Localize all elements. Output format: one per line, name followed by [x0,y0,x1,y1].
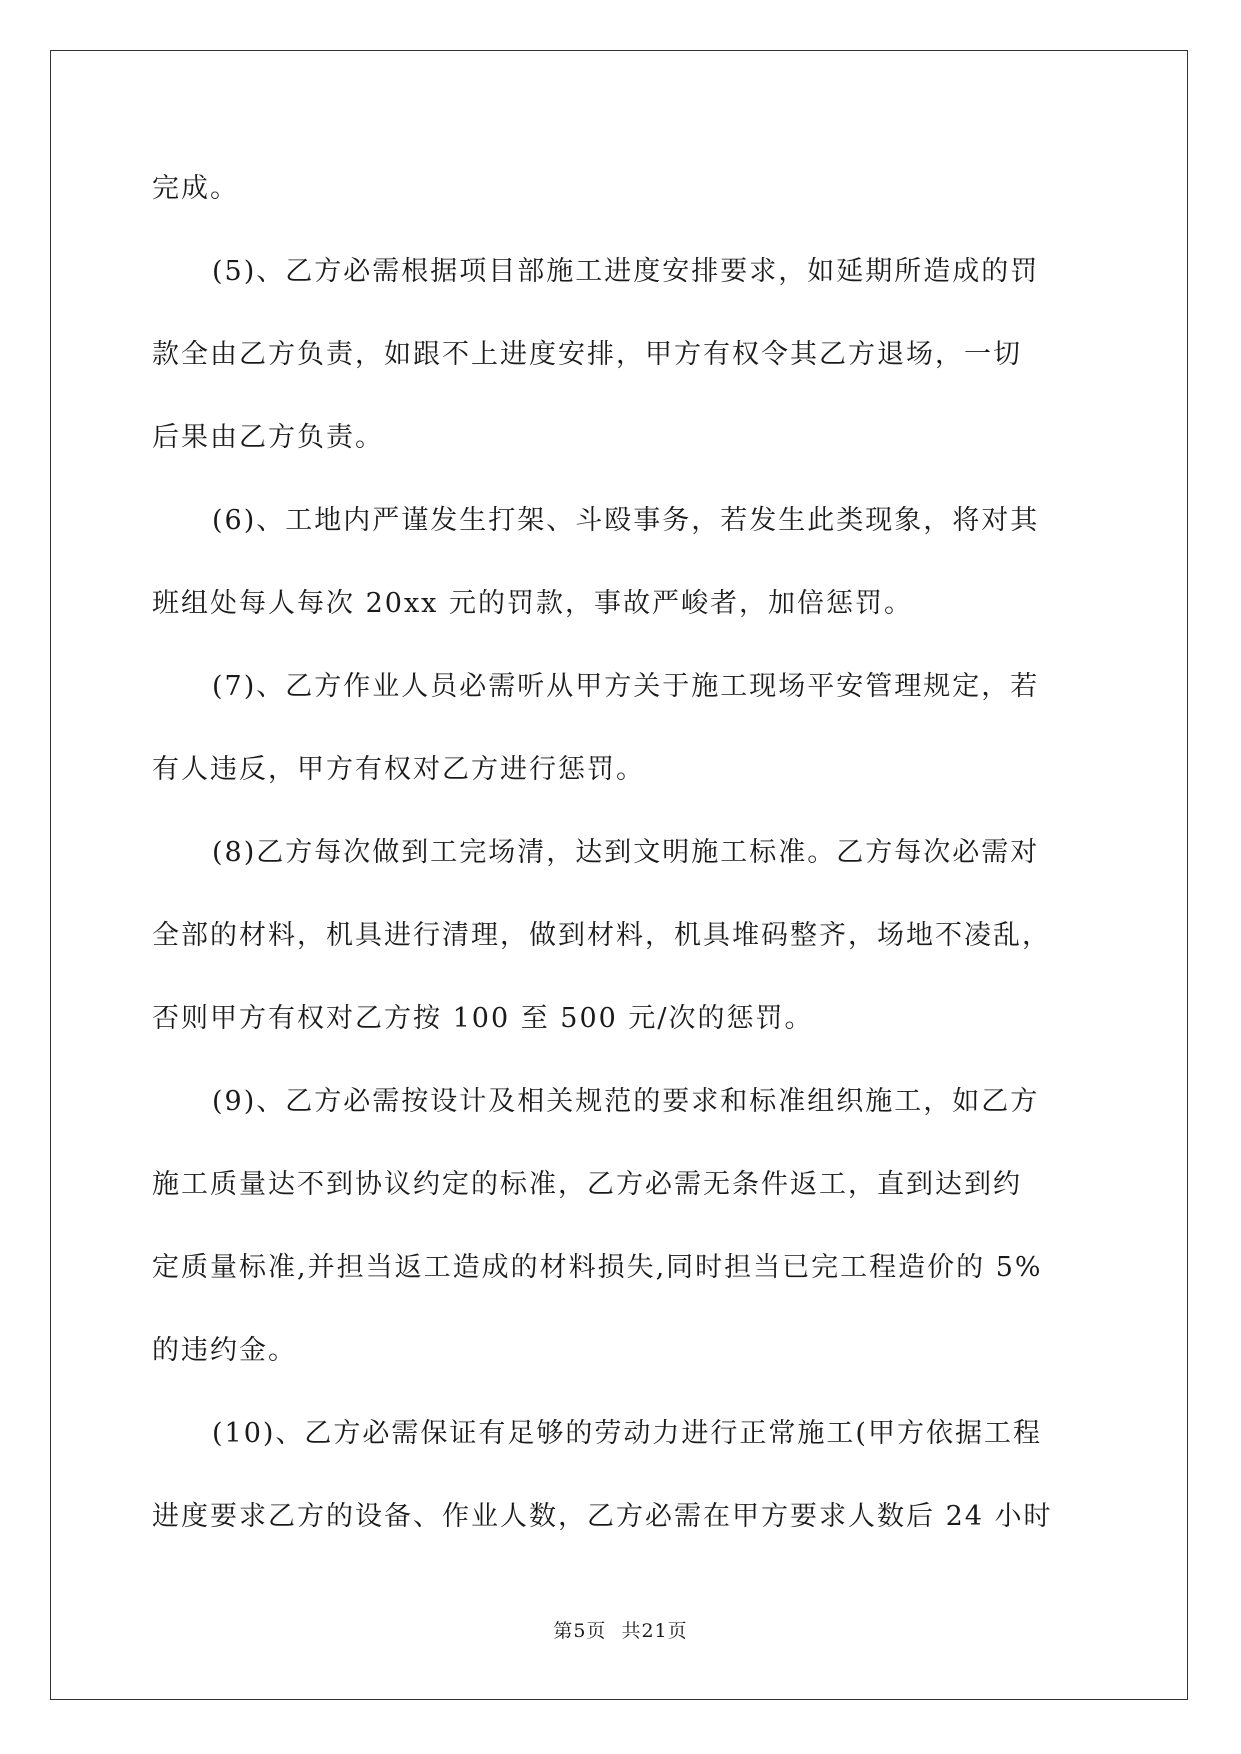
text-line: (9)、乙方必需按设计及相关规范的要求和标准组织施工，如乙方 [212,1086,1040,1117]
text-line: (6)、工地内严谨发生打架、斗殴事务，若发生此类现象，将对其 [212,505,1040,536]
text-line: (8)乙方每次做到工完场清，达到文明施工标准。乙方每次必需对 [212,837,1040,868]
text-line: 定质量标准,并担当返工造成的材料损失,同时担当已完工程造价的 5% [152,1252,1043,1283]
text-line: 班组处每人每次 20xx 元的罚款，事故严峻者，加倍惩罚。 [152,588,913,619]
page-total: 共21页 [621,1620,688,1642]
text-line: 的违约金。 [152,1335,297,1366]
text-line: (7)、乙方作业人员必需听从甲方关于施工现场平安管理规定，若 [212,671,1040,702]
text-line: 有人违反，甲方有权对乙方进行惩罚。 [152,754,645,785]
text-line: 完成。 [152,173,239,204]
text-line: 否则甲方有权对乙方按 100 至 500 元/次的惩罚。 [152,1003,814,1034]
text-line: 全部的材料，机具进行清理，做到材料，机具堆码整齐，场地不凌乱， [152,920,1051,951]
page-number: 第5页 [553,1620,607,1642]
text-line: (10)、乙方必需保证有足够的劳动力进行正常施工(甲方依据工程 [212,1418,1042,1449]
text-line: 后果由乙方负责。 [152,422,384,453]
text-line: 施工质量达不到协议约定的标准，乙方必需无条件返工，直到达到约 [152,1169,1022,1200]
page-border [50,50,1188,1700]
page-footer [0,1616,1241,1643]
text-line: 款全由乙方负责，如跟不上进度安排，甲方有权令其乙方退场，一切 [152,339,1022,370]
text-line: (5)、乙方必需根据项目部施工进度安排要求，如延期所造成的罚 [212,256,1040,287]
text-line: 进度要求乙方的设备、作业人数，乙方必需在甲方要求人数后 24 小时 [152,1501,1053,1532]
